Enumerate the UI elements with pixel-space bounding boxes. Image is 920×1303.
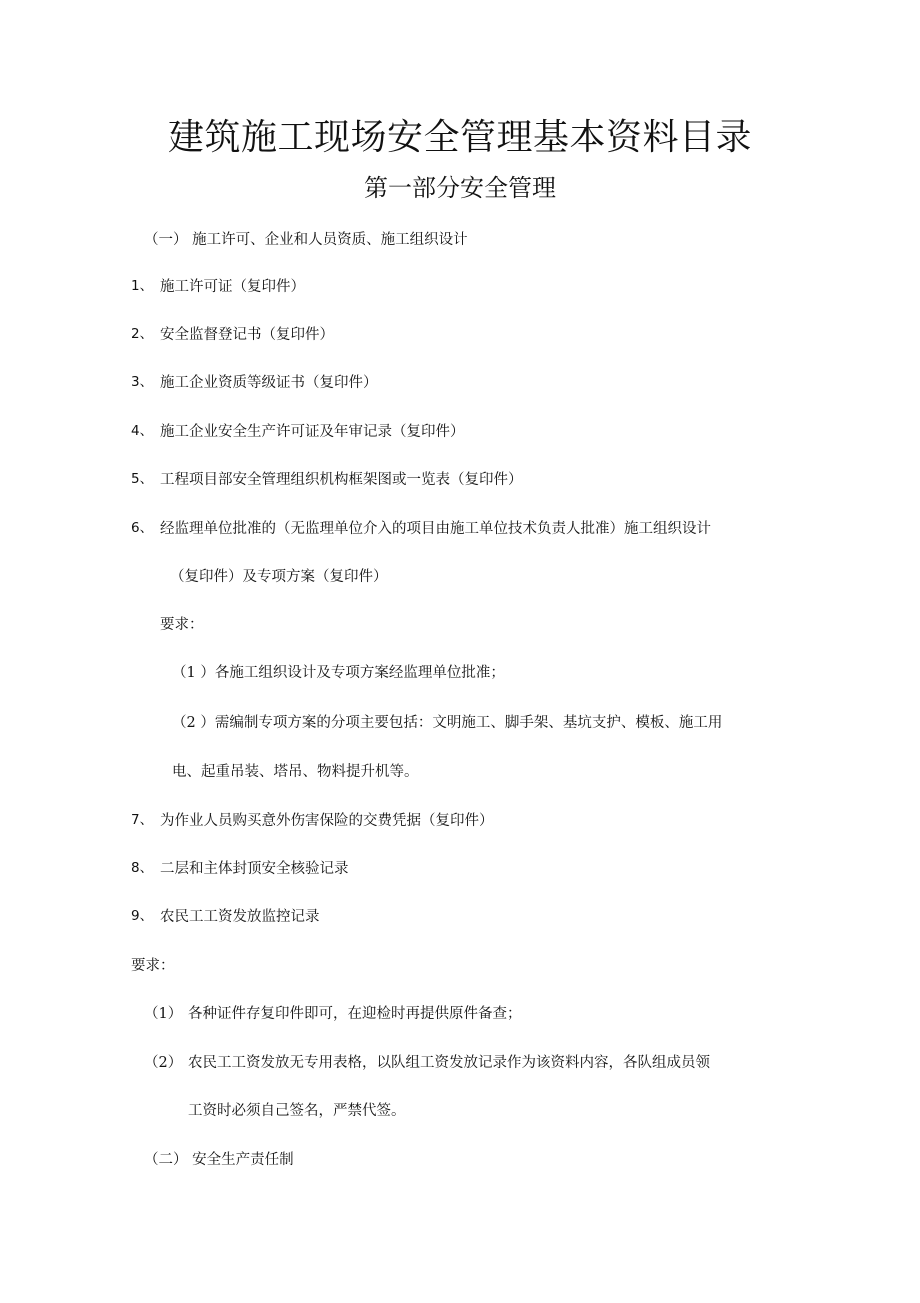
requirement-number: （2） bbox=[144, 1055, 183, 1071]
list-item-number: 1、 bbox=[131, 278, 154, 294]
list-item-text: 施工企业资质等级证书（复印件） bbox=[160, 375, 378, 391]
list-item-number: 5、 bbox=[131, 471, 154, 487]
list-item-number: 6、 bbox=[131, 520, 154, 536]
requirement-item: （2 ）需编制专项方案的分项主要包括：文明施工、脚手架、基坑支护、模板、施工用 bbox=[172, 715, 723, 731]
section-heading-1: （一） 施工许可、企业和人员资质、施工组织设计 bbox=[144, 232, 468, 248]
list-item-text: 为作业人员购买意外伤害保险的交费凭据（复印件） bbox=[160, 813, 494, 829]
list-item-number: 4、 bbox=[131, 423, 154, 439]
document-subtitle: 第一部分安全管理 bbox=[364, 174, 556, 202]
list-item-text: 经监理单位批准的（无监理单位介入的项目由施工单位技术负责人批准）施工组织设计 bbox=[160, 521, 711, 537]
list-item-text: 施工许可证（复印件） bbox=[160, 279, 305, 295]
requirements-label: 要求： bbox=[131, 958, 175, 974]
list-item-text: 安全监督登记书（复印件） bbox=[160, 327, 334, 343]
requirements-label: 要求： bbox=[160, 617, 204, 633]
requirement-text: 农民工工资发放无专用表格，以队组工资发放记录作为该资料内容，各队组成员领 bbox=[188, 1055, 710, 1071]
list-item-text: 农民工工资发放监控记录 bbox=[160, 909, 320, 925]
list-item-number: 2、 bbox=[131, 326, 154, 342]
document-title: 建筑施工现场安全管理基本资料目录 bbox=[167, 117, 752, 158]
requirement-continuation: 电、起重吊装、塔吊、物料提升机等。 bbox=[172, 764, 419, 780]
list-item-number: 9、 bbox=[131, 908, 154, 924]
list-item-number: 7、 bbox=[131, 812, 154, 828]
requirement-number: （1） bbox=[144, 1006, 183, 1022]
requirement-text: 各种证件存复印件即可，在迎检时再提供原件备查； bbox=[188, 1006, 522, 1022]
list-item-number: 8、 bbox=[131, 860, 154, 876]
list-item-text: 工程项目部安全管理组织机构框架图或一览表（复印件） bbox=[160, 472, 523, 488]
requirement-continuation: 工资时必须自己签名，严禁代签。 bbox=[188, 1103, 406, 1119]
list-item-continuation: （复印件）及专项方案（复印件） bbox=[170, 569, 388, 585]
list-item-text: 二层和主体封顶安全核验记录 bbox=[160, 861, 349, 877]
requirement-item: （1 ）各施工组织设计及专项方案经监理单位批准； bbox=[172, 665, 505, 681]
list-item-text: 施工企业安全生产许可证及年审记录（复印件） bbox=[160, 424, 465, 440]
list-item-number: 3、 bbox=[131, 374, 154, 390]
section-heading-2: （二） 安全生产责任制 bbox=[144, 1152, 294, 1168]
